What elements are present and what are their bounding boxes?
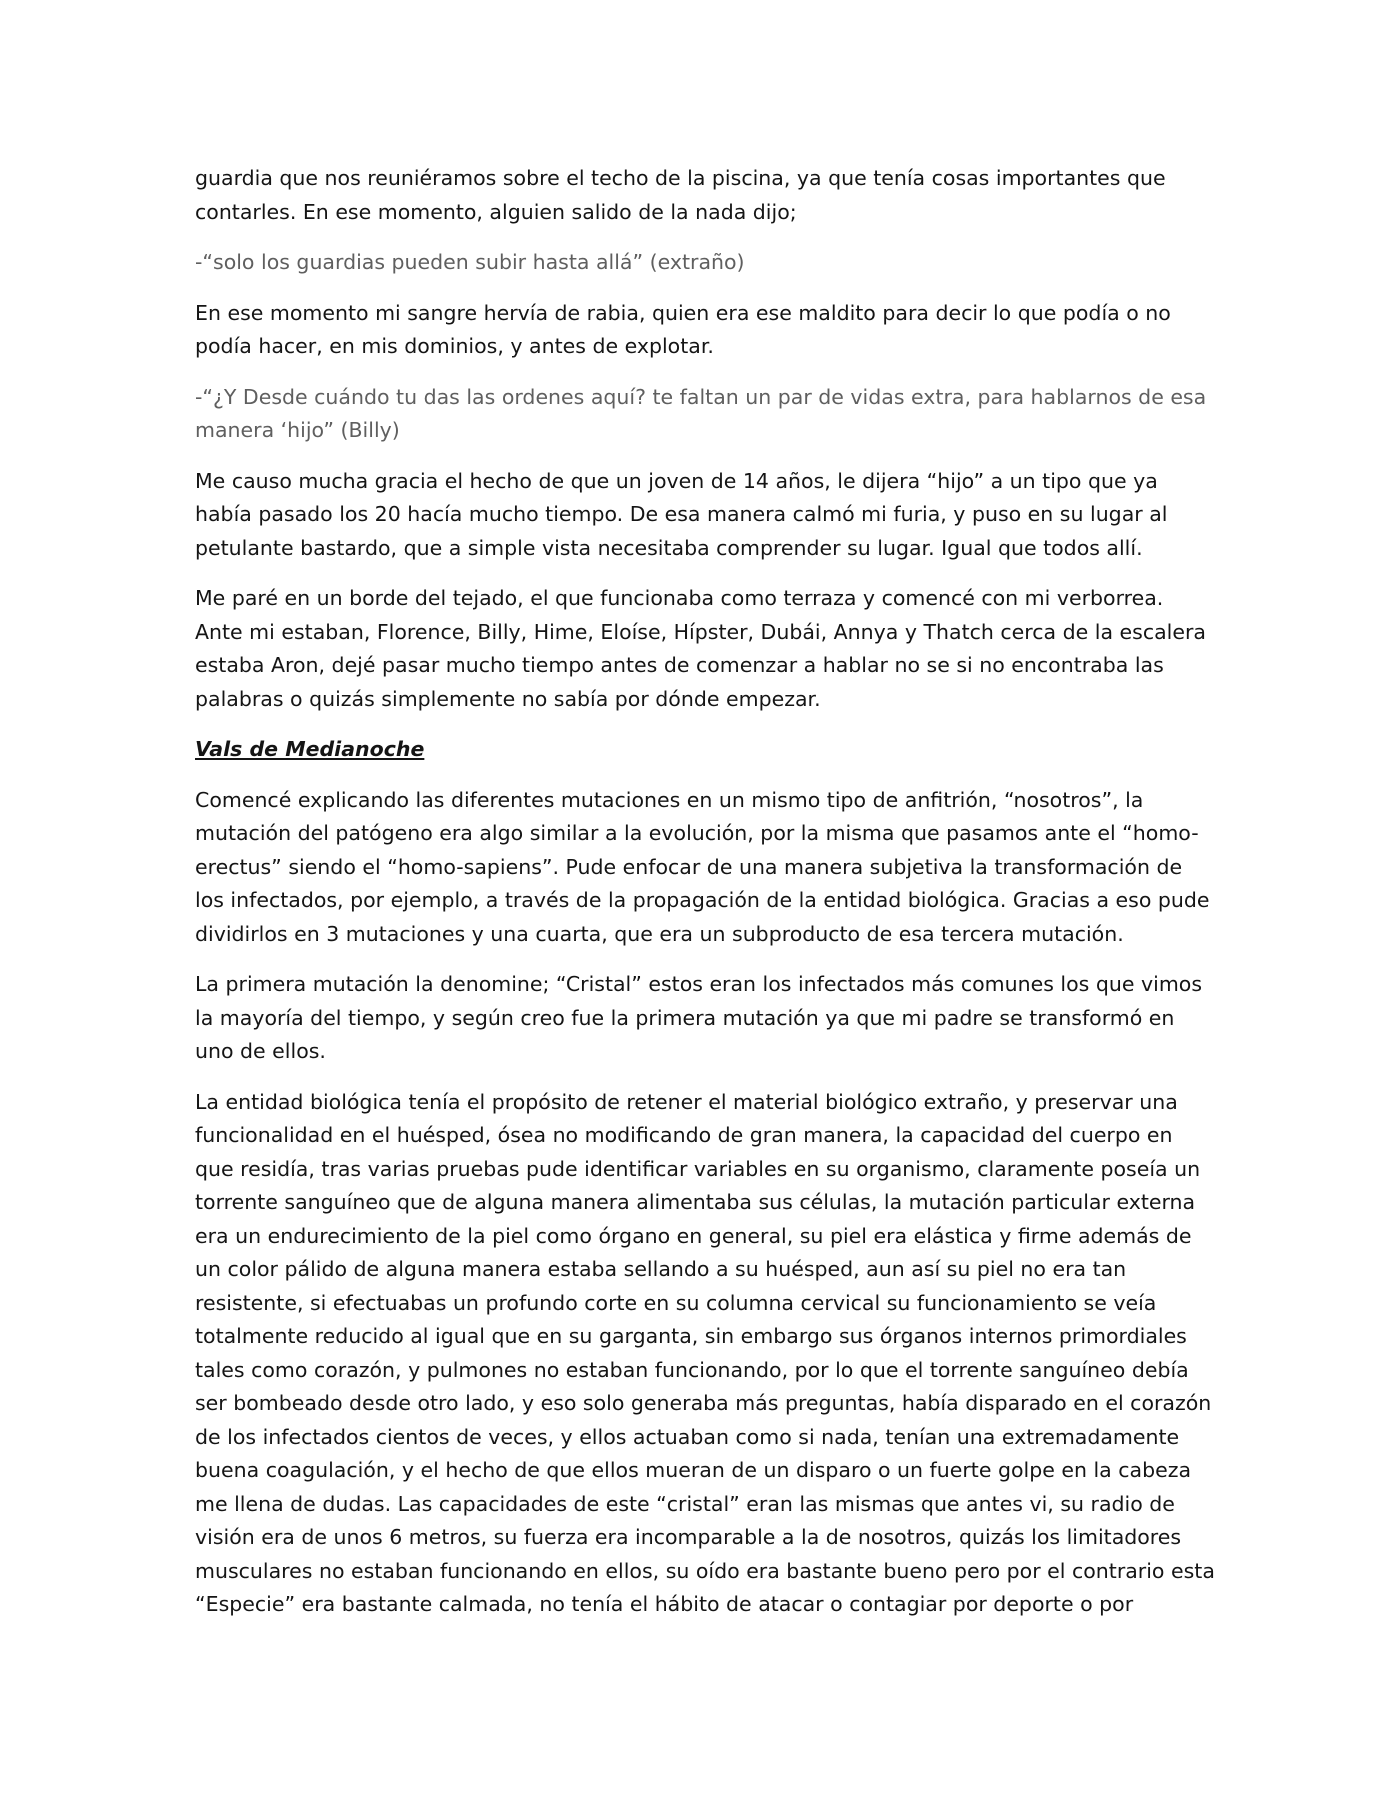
dialogue-line: -“solo los guardias pueden subir hasta allá” (extraño)	[195, 250, 745, 274]
paragraph: Me causo mucha gracia el hecho de que un joven de 14 años, le dijera “hijo” a un tipo que ya había pasado los 20 hacía mucho tiempo. De esa manera calmó mi furia, y puso en su lugar al petulante bastardo, que a simple vista necesitaba comprender su lugar. Igual que todos allí.	[195, 468, 1168, 560]
paragraph: En ese momento mi sangre hervía de rabia, quien era ese maldito para decir lo que podía o no podía hacer, en mis dominios, y antes de explotar.	[195, 300, 1171, 358]
paragraph: Comencé explicando las diferentes mutaciones en un mismo tipo de anfitrión, “nosotros”, la mutación del patógeno era algo similar a la evolución, por la misma que pasamos ante el “homo-erectus” siendo el “homo-sapiens”. Pude enfocar de una manera subjetiva la transformación de los infectados, por ejemplo, a través de la propagación de la entidad biológica. Gracias a eso pude dividirlos en 3 mutaciones y una cuarta, que era un subproducto de esa tercera mutación.	[195, 787, 1210, 946]
section-heading: Vals de Medianoche	[195, 737, 425, 761]
paragraph: Me paré en un borde del tejado, el que funcionaba como terraza y comencé con mi verborrea. Ante mi estaban, Florence, Billy, Hime, Eloíse, Hípster, Dubái, Annya y Thatch cerca de la escalera estaba Aron, dejé pasar mucho tiempo antes de comenzar a hablar no se si no encontraba las palabras o quizás simplemente no sabía por dónde empezar.	[195, 586, 1206, 711]
paragraph: guardia que nos reuniéramos sobre el techo de la piscina, ya que tenía cosas importantes que contarles. En ese momento, alguien salido de la nada dijo;	[195, 166, 1166, 224]
dialogue-line: -“¿Y Desde cuándo tu das las ordenes aquí? te faltan un par de vidas extra, para hablarnos de esa manera ‘hijo” (Billy)	[195, 384, 1207, 442]
paragraph: La entidad biológica tenía el propósito de retener el material biológico extraño, y preservar una funcionalidad en el huésped, ósea no modificando de gran manera, la capacidad del cuerpo en que residía, tras varias pruebas pude identificar variables en su organismo, claramente poseía un torrente sanguíneo que de alguna manera alimentaba sus células, la mutación particular externa era un endurecimiento de la piel como órgano en general, su piel era elástica y firme además de un color pálido de alguna manera estaba sellando a su huésped, aun así su piel no era tan resistente, si efectuabas un profundo corte en su columna cervical su funcionamiento se veía totalmente reducido al igual que en su garganta, sin embargo sus órganos internos primordiales tales como corazón, y pulmones no estaban funcionando, por lo que el torrente sanguíneo debía ser bombeado desde otro lado, y eso solo generaba más preguntas, había disparado en el corazón de los infectados cientos de veces, y ellos actuaban como si nada, tenían una extremadamente buena coagulación, y el hecho de que ellos mueran de un disparo o un fuerte golpe en la cabeza me llena de dudas. Las capacidades de este “cristal” eran las mismas que antes vi, su radio de visión era de unos 6 metros, su fuerza era incomparable a la de nosotros, quizás los limitadores musculares no estaban funcionando en ellos, su oído era bastante bueno pero por el contrario esta “Especie” era bastante calmada, no tenía el hábito de atacar o contagiar por deporte o por	[195, 1089, 1215, 1616]
paragraph: La primera mutación la denomine; “Cristal” estos eran los infectados más comunes los que vimos la mayoría del tiempo, y según creo fue la primera mutación ya que mi padre se transformó en uno de ellos.	[195, 972, 1203, 1063]
document-page	[195, 162, 1215, 1639]
